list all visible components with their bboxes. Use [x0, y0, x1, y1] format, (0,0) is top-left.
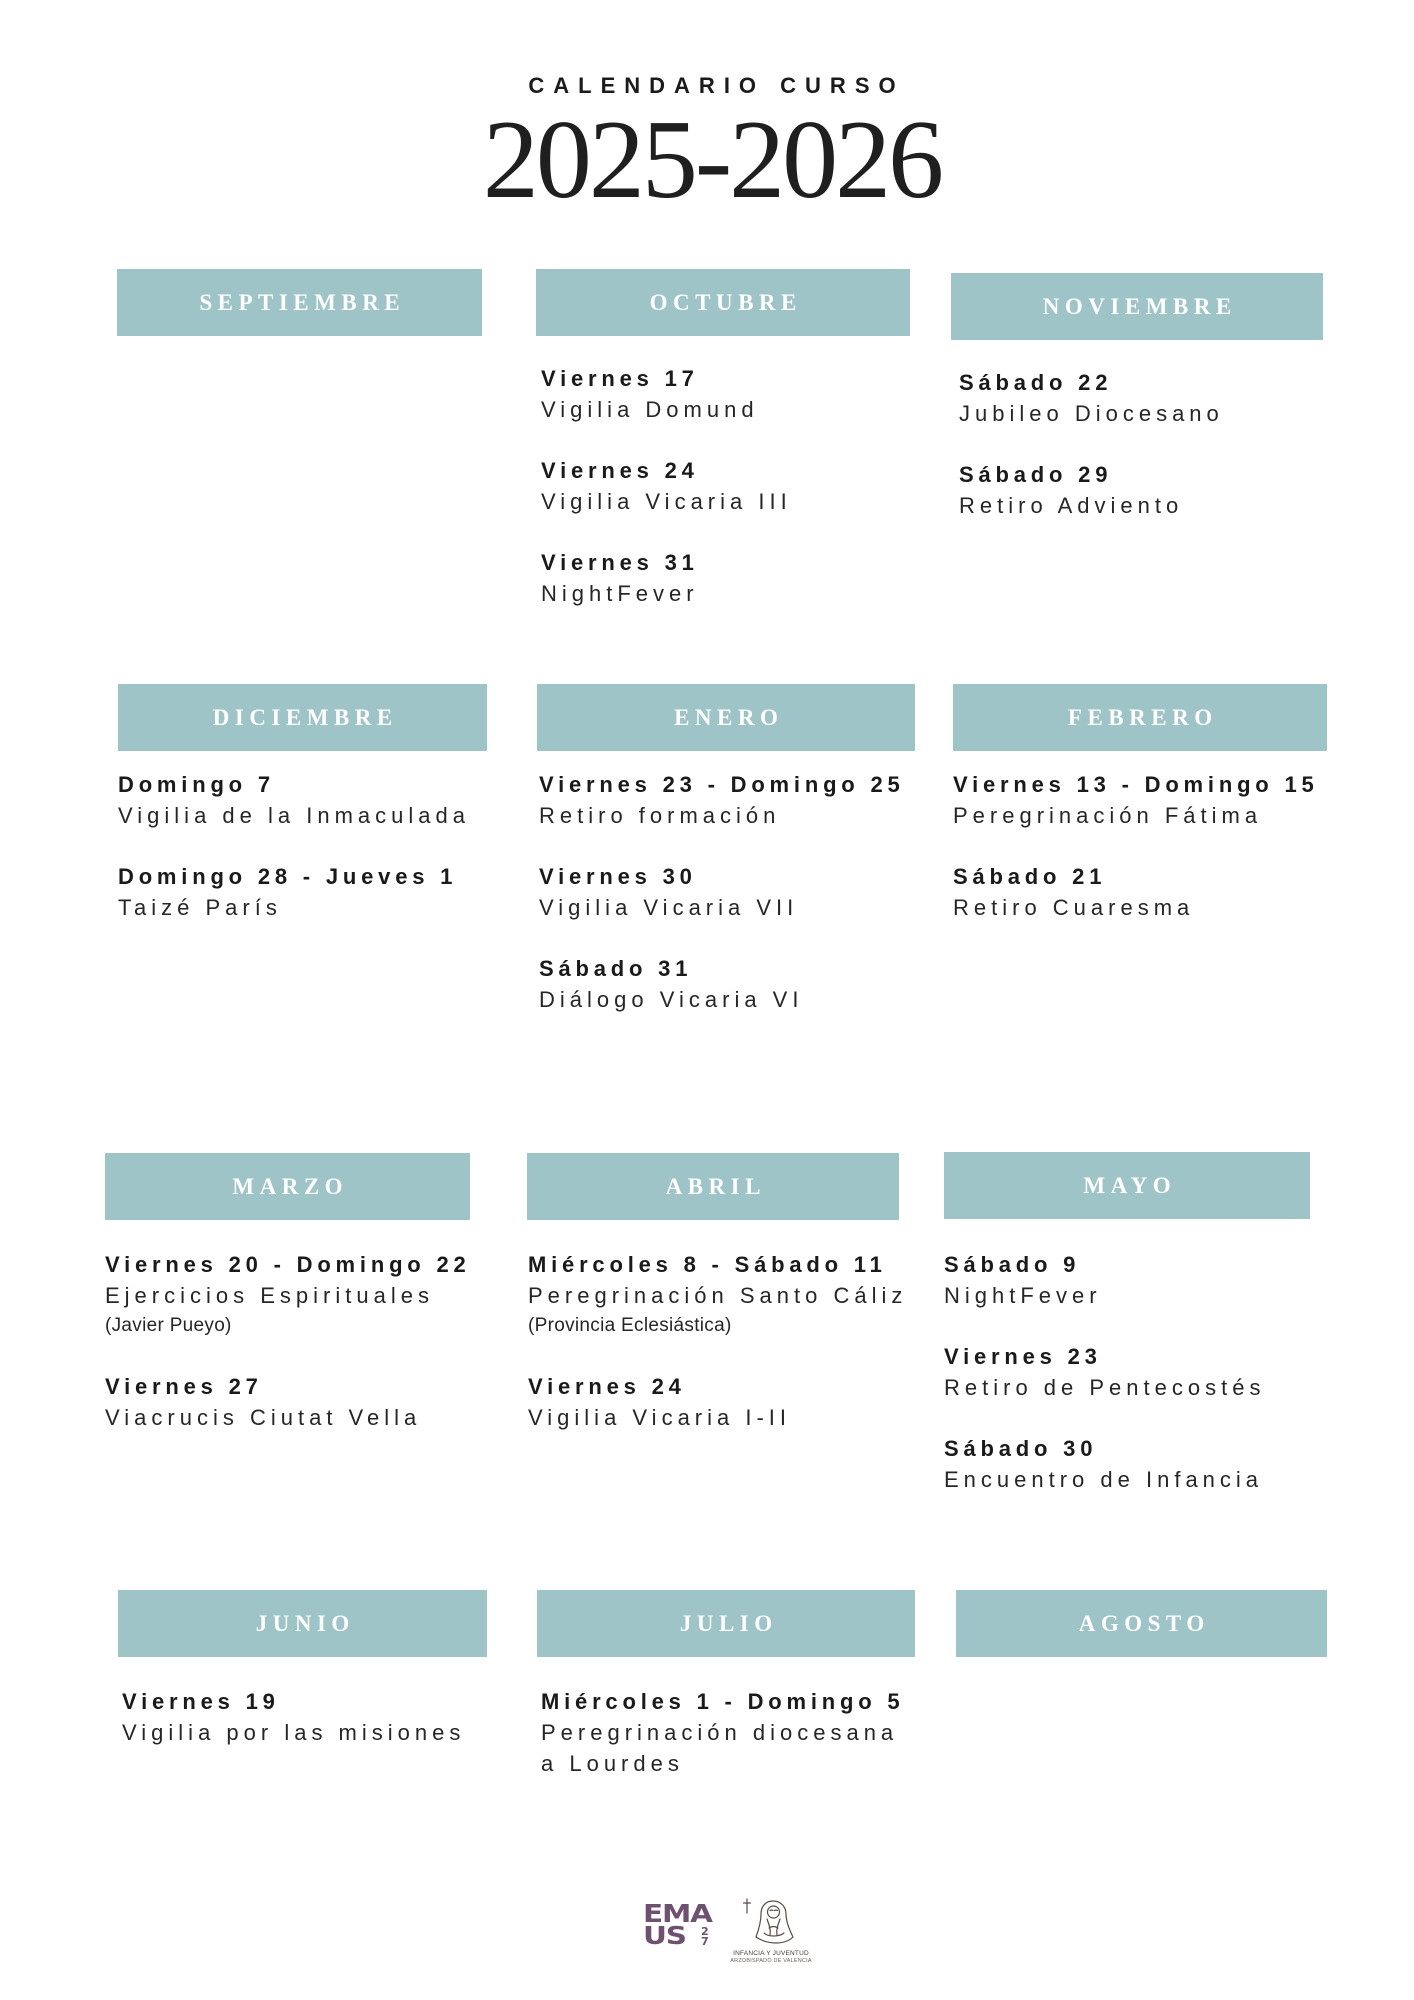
event-item [105, 1249, 470, 1341]
event-date: Sábado 22 [959, 370, 1113, 395]
emaus-logo-line1: EMA [643, 1899, 712, 1928]
event-description: Vigilia por las misiones [122, 1720, 466, 1745]
month-column-octubre [536, 269, 910, 609]
event-item [541, 363, 910, 425]
infancia-logo-line1: INFANCIA Y JUVENTUD [733, 1950, 809, 1957]
month-header-febrero: FEBRERO [953, 684, 1327, 751]
event-list [122, 1686, 487, 1748]
event-list [541, 363, 910, 609]
event-description: Peregrinación diocesana [541, 1720, 899, 1745]
event-date: Viernes 23 [944, 1344, 1102, 1369]
month-header-enero: ENERO [537, 684, 915, 751]
event-item [105, 1371, 470, 1433]
event-description: Ejercicios Espirituales [105, 1283, 434, 1308]
event-description: Peregrinación Santo Cáliz [528, 1283, 908, 1308]
event-description: NightFever [944, 1283, 1102, 1308]
event-item [528, 1371, 899, 1433]
event-description: Encuentro de Infancia [944, 1467, 1264, 1492]
event-note: (Provincia Eclesiástica) [528, 1315, 732, 1336]
event-list [541, 1686, 915, 1779]
event-description: Diálogo Vicaria VI [539, 987, 804, 1012]
event-description: Vigilia Domund [541, 397, 759, 422]
event-item [539, 861, 915, 923]
event-item [122, 1686, 487, 1748]
month-column-julio [537, 1590, 915, 1779]
event-item [959, 459, 1323, 521]
event-description: Viacrucis Ciutat Vella [105, 1405, 422, 1430]
event-date: Sábado 29 [959, 462, 1113, 487]
event-date: Viernes 23 - Domingo 25 [539, 772, 905, 797]
event-date: Sábado 31 [539, 956, 693, 981]
month-column-abril [527, 1153, 908, 1433]
event-description: Taizé París [118, 895, 282, 920]
event-item [541, 547, 910, 609]
month-header-abril: ABRIL [527, 1153, 899, 1220]
event-date: Sábado 30 [944, 1436, 1098, 1461]
event-list [528, 1249, 908, 1433]
event-date: Viernes 13 - Domingo 15 [953, 772, 1319, 797]
month-column-diciembre [118, 684, 487, 923]
event-date: Miércoles 1 - Domingo 5 [541, 1689, 905, 1714]
event-date: Domingo 7 [118, 772, 275, 797]
event-description: Retiro de Pentecostés [944, 1375, 1266, 1400]
month-column-enero [537, 684, 915, 1015]
event-list [953, 769, 1327, 923]
month-header-marzo: MARZO [105, 1153, 470, 1220]
infancia-juventud-logo [721, 1897, 821, 1969]
event-item [959, 367, 1323, 429]
event-date: Miércoles 8 - Sábado 11 [528, 1252, 887, 1277]
event-date: Sábado 9 [944, 1252, 1081, 1277]
subtitle-heading: CALENDARIO CURSO [528, 73, 905, 98]
event-description: Retiro Adviento [959, 493, 1184, 518]
month-column-septiembre [117, 269, 482, 336]
event-item [944, 1341, 1310, 1403]
month-header-agosto: AGOSTO [956, 1590, 1327, 1657]
emaus-logo-badge: 27 [701, 1925, 709, 1948]
event-date: Viernes 27 [105, 1374, 263, 1399]
event-item [118, 769, 487, 831]
event-item [953, 861, 1327, 923]
event-date: Viernes 17 [541, 366, 699, 391]
event-list [539, 769, 915, 1015]
page-title: 2025-2026 [482, 98, 942, 222]
event-date: Domingo 28 - Jueves 1 [118, 864, 458, 889]
event-item [953, 769, 1327, 831]
event-date: Viernes 24 [528, 1374, 686, 1399]
event-note: (Javier Pueyo) [105, 1315, 232, 1336]
event-description: NightFever [541, 581, 699, 606]
event-description: Vigilia de la Inmaculada [118, 803, 470, 828]
event-date: Viernes 20 - Domingo 22 [105, 1252, 471, 1277]
event-date: Viernes 31 [541, 550, 699, 575]
month-column-noviembre [951, 273, 1323, 521]
event-date: Sábado 21 [953, 864, 1107, 889]
event-list [944, 1249, 1310, 1495]
event-description: Jubileo Diocesano [959, 401, 1224, 426]
month-header-septiembre: SEPTIEMBRE [117, 269, 482, 336]
virgin-figure-icon [743, 1897, 799, 1949]
event-item [539, 769, 915, 831]
event-item [944, 1433, 1310, 1495]
month-column-agosto [956, 1590, 1327, 1657]
infancia-logo-line2: ARZOBISPADO DE VALENCIA [730, 1958, 812, 1964]
event-description: Vigilia Vicaria III [541, 489, 792, 514]
event-description: Retiro formación [539, 803, 781, 828]
event-item [944, 1249, 1310, 1311]
event-item [539, 953, 915, 1015]
month-header-noviembre: NOVIEMBRE [951, 273, 1323, 340]
event-description: Retiro Cuaresma [953, 895, 1195, 920]
month-column-febrero [953, 684, 1327, 923]
event-item [118, 861, 487, 923]
month-header-julio: JULIO [537, 1590, 915, 1657]
month-header-mayo: MAYO [944, 1152, 1310, 1219]
event-list [105, 1249, 470, 1433]
month-header-octubre: OCTUBRE [536, 269, 910, 336]
month-header-diciembre: DICIEMBRE [118, 684, 487, 751]
month-column-junio [118, 1590, 487, 1748]
emaus-logo-line2: US [643, 1921, 686, 1950]
event-description: Vigilia Vicaria I-II [528, 1405, 792, 1430]
event-list [959, 367, 1323, 521]
month-column-marzo [105, 1153, 470, 1433]
month-header-junio: JUNIO [118, 1590, 487, 1657]
event-item [528, 1249, 908, 1341]
event-description: Vigilia Vicaria VII [539, 895, 799, 920]
event-description: Peregrinación Fátima [953, 803, 1263, 828]
event-date: Viernes 30 [539, 864, 697, 889]
event-date: Viernes 24 [541, 458, 699, 483]
emaus-logo [643, 1899, 723, 1950]
event-item [541, 455, 910, 517]
month-column-mayo [944, 1152, 1310, 1495]
event-date: Viernes 19 [122, 1689, 280, 1714]
event-list [118, 769, 487, 923]
event-item [541, 1686, 915, 1779]
event-description-continued: a Lourdes [541, 1751, 684, 1776]
